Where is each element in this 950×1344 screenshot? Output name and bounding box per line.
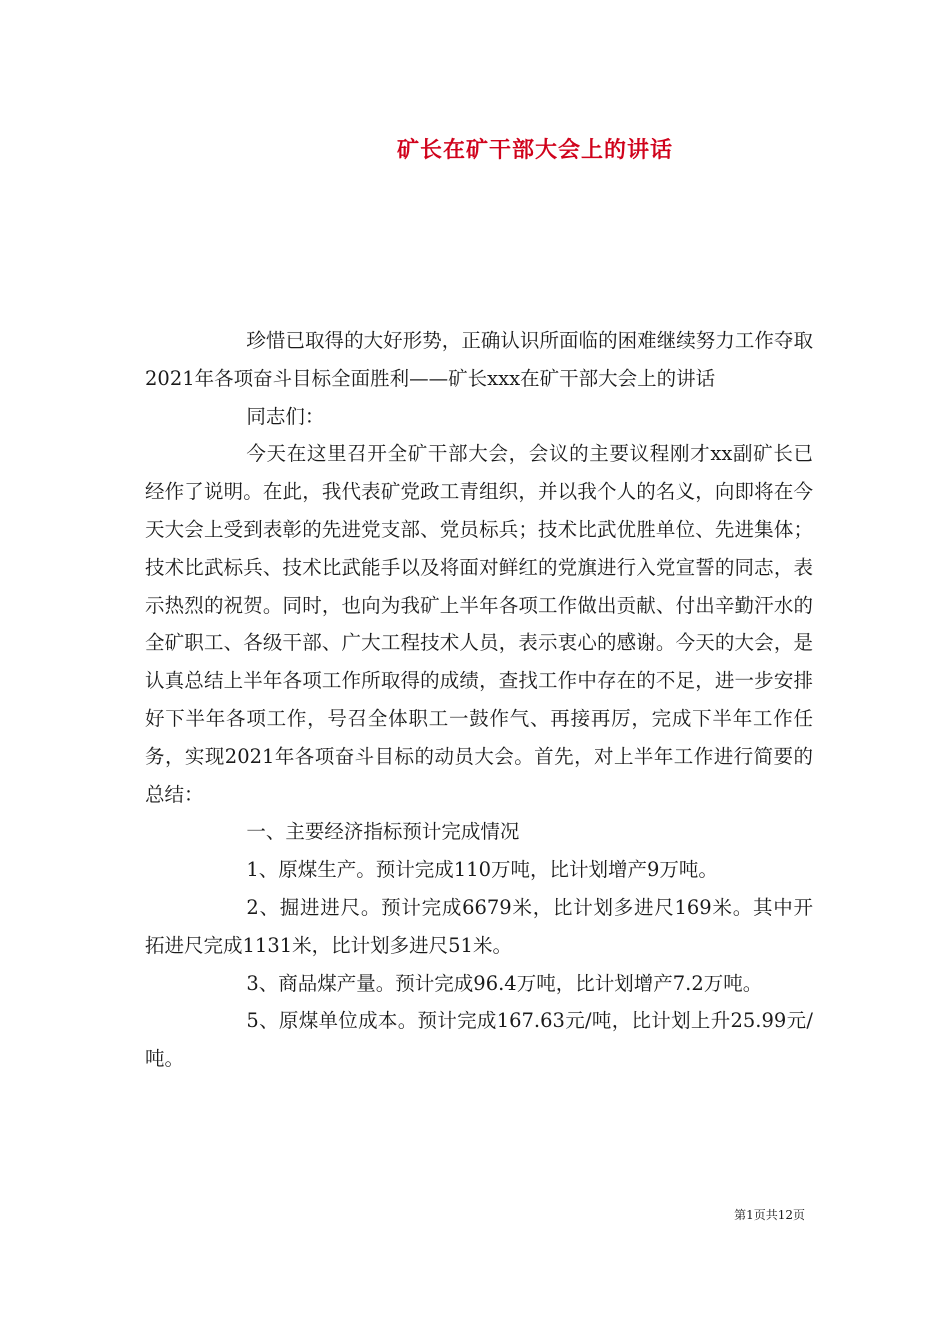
document-body xyxy=(145,322,813,1078)
section-heading: 一、主要经济指标预计完成情况 xyxy=(246,820,520,844)
page-number-footer: 第1页共12页 xyxy=(734,1208,805,1222)
list-item-tunneling: 2、掘进进尺。预计完成6679米，比计划多进尺169米。其中开拓进尺完成1131米，比计划多进尺51米。 xyxy=(145,895,813,957)
salutation-paragraph: 同志们： xyxy=(246,404,325,428)
list-item-coal-production: 1、原煤生产。预计完成110万吨，比计划增产9万吨。 xyxy=(246,858,718,882)
list-item-commercial-coal: 3、商品煤产量。预计完成96.4万吨，比计划增产7.2万吨。 xyxy=(246,971,763,995)
list-item-unit-cost: 5、原煤单位成本。预计完成167.63元/吨，比计划上升25.99元/吨。 xyxy=(145,1009,813,1071)
speech-subtitle-paragraph: 珍惜已取得的大好形势，正确认识所面临的困难继续努力工作夺取2021年各项奋斗目标全面胜利——矿长xxx在矿干部大会上的讲话 xyxy=(145,329,813,390)
document-title: 矿长在矿干部大会上的讲话 xyxy=(396,137,673,163)
opening-paragraph: 今天在这里召开全矿干部大会，会议的主要议程刚才xx副矿长已经作了说明。在此，我代表矿党政工青组织，并以我个人的名义，向即将在今天大会上受到表彰的先进党支部、党员标兵；技术比武优胜单位、先进集体；技术比武标兵、技术比武能手以及将面对鲜红的党旗进行入党宣誓的同志，表示热烈的祝贺。同时，也向为我矿上半年各项工作做出贡献、付出辛勤汗水的全矿职工、各级干部、广大工程技术人员，表示衷心的感谢。今天的大会，是认真总结上半年各项工作所取得的成绩，查找工作中存在的不足，进一步安排好下半年各项工作，号召全体职工一鼓作气、再接再厉，完成下半年工作任务，实现2021年各项奋斗目标的动员大会。首先，对上半年工作进行简要的总结： xyxy=(145,442,813,806)
